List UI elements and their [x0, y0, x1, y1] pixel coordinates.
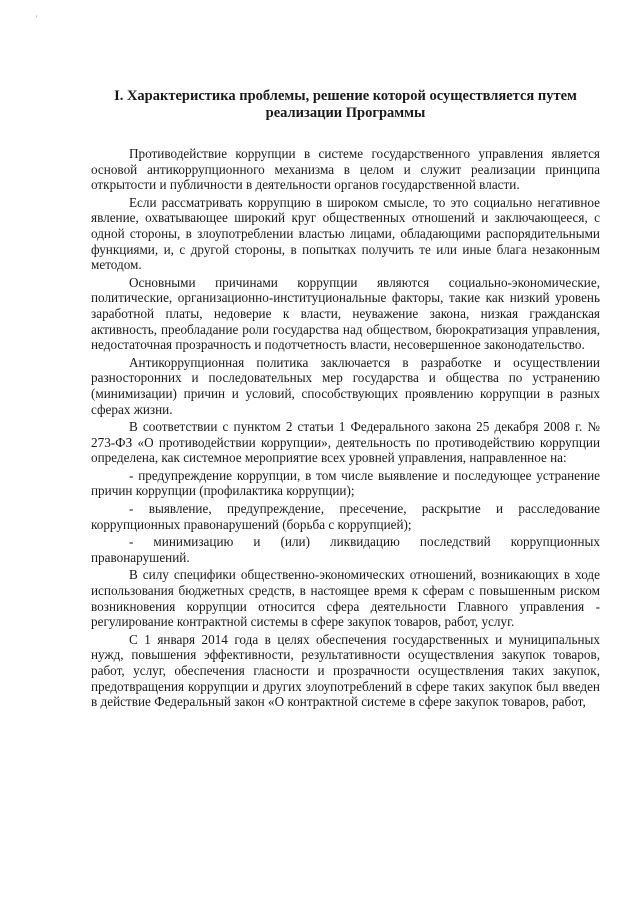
list-item: - предупреждение коррупции, в том числе выявление и последующее устранение причин коррупции (профилактика коррупции);: [91, 467, 600, 499]
list-item: - выявление, предупреждение, пресечение, раскрытие и расследование коррупционных правонарушений (борьба с коррупцией);: [91, 501, 600, 532]
paragraph: В силу специфики общественно-экономических отношений, возникающих в ходе использования бюджетных средств, в настоящее время к сферам с повышенным риском возникновения коррупции относится сфера деятельности Главного управления - регулирование контрактной системы в сфере закупок товаров, работ, услуг.: [91, 567, 600, 630]
document-body: [91, 146, 600, 710]
paragraph: С 1 января 2014 года в целях обеспечения государственных и муниципальных нужд, повышения эффективности, результативности осуществления закупок товаров, работ, услуг, обеспечения гласности и прозрачности осуществления таких закупок, предотвращения коррупции и других злоупотреблений в сфере таких закупок был введен в действие Федеральный закон «О контрактной системе в сфере закупок товаров, работ,: [91, 631, 600, 710]
heading-line-2: реализации Программы: [265, 105, 426, 121]
paragraph: Противодействие коррупции в системе государственного управления является основой антикоррупционного механизма в целом и служит реализации принципа открытости и публичности в деятельности органов государственной власти.: [91, 146, 600, 193]
paragraph: Основными причинами коррупции являются социально-экономические, политические, организационно-институциональные факторы, такие как низкий уровень заработной платы, недоверие к власти, неуважение закона, низкая гражданская активность, преобладание роли государства над обществом, бюрократизация управления, недостаточная прозрачность и подотчетность власти, несовершенное законодательство.: [91, 274, 600, 353]
section-heading: [91, 88, 600, 122]
paragraph: В соответствии с пунктом 2 статьи 1 Федерального закона 25 декабря 2008 г. № 273-ФЗ «О противодействии коррупции», деятельность по противодействию коррупции определена, как системное мероприятие всех уровней управления, направленное на:: [91, 419, 600, 466]
list-item: - минимизацию и (или) ликвидацию последствий коррупционных правонарушений.: [91, 534, 600, 565]
corner-mark: ': [36, 14, 38, 23]
heading-line-1: I. Характеристика проблемы, решение которой осуществляется путем: [114, 88, 577, 104]
paragraph: Если рассматривать коррупцию в широком смысле, то это социально негативное явление, охватывающее широкий круг общественных отношений и заключающееся, с одной стороны, в злоупотреблении властью лицами, обладающими распорядительными функциями, и, с другой стороны, в попытках получить те или иные блага незаконным методом.: [91, 194, 600, 273]
paragraph: Антикоррупционная политика заключается в разработке и осуществлении разносторонних и последовательных мер государства и общества по устранению (минимизации) причин и условий, способствующих проявлению коррупции в разных сферах жизни.: [91, 354, 600, 417]
